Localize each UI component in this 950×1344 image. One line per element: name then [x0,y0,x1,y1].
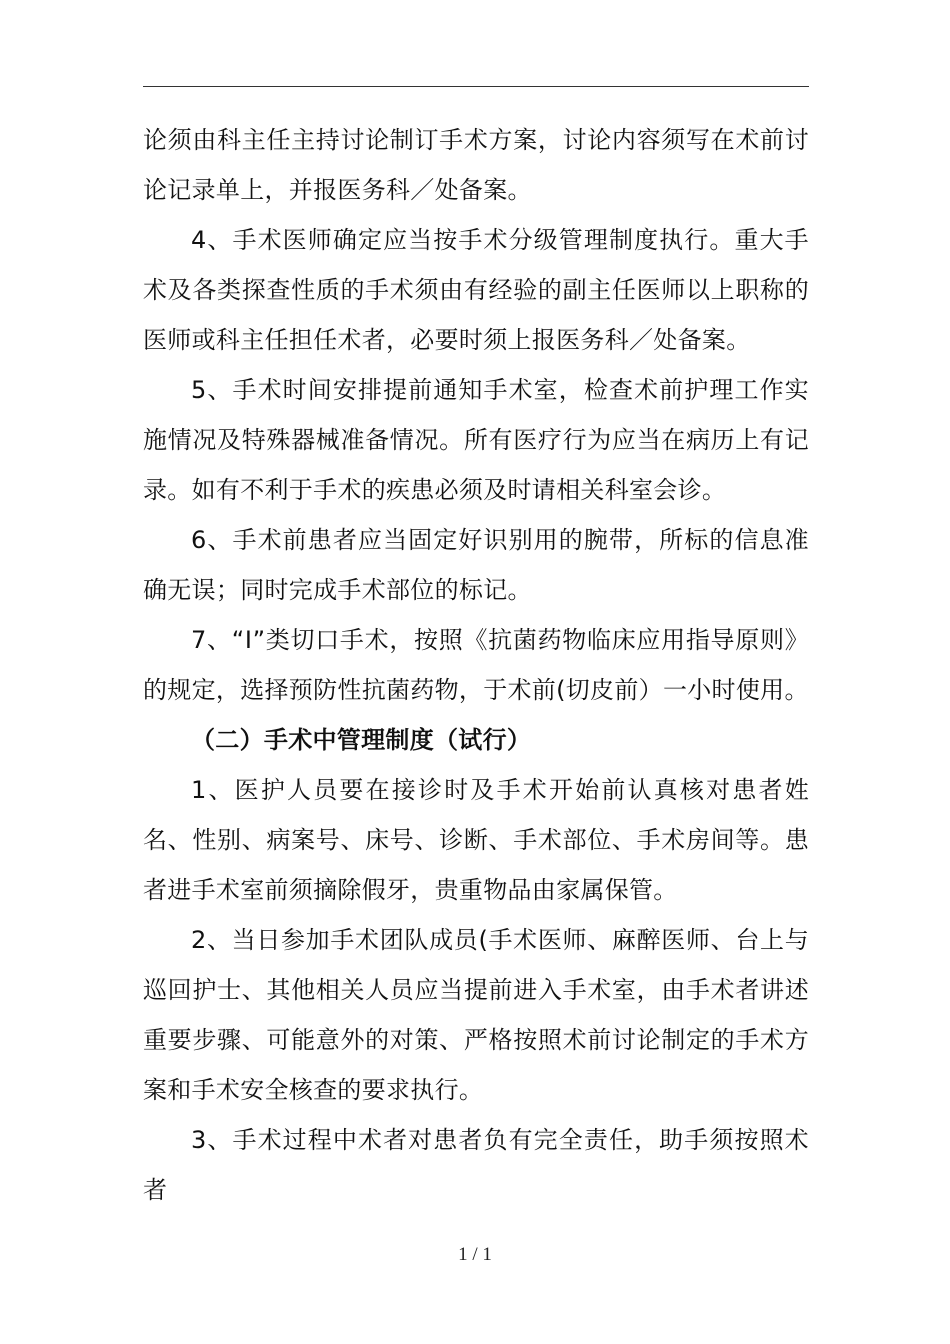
paragraph-item-7: 7、“Ⅰ”类切口手术，按照《抗菌药物临床应用指导原则》的规定，选择预防性抗菌药物，于术前(切皮前）一小时使用。 [143,626,809,704]
header-rule [143,86,809,87]
paragraph-item-1: 1、医护人员要在接诊时及手术开始前认真核对患者姓名、性别、病案号、床号、诊断、手术部位、手术房间等。患者进手术室前须摘除假牙，贵重物品由家属保管。 [143,776,809,904]
paragraph-item-3: 3、手术过程中术者对患者负有完全责任，助手须按照术者 [143,1126,809,1204]
document-body [143,115,809,1215]
paragraph-item-4: 4、手术医师确定应当按手术分级管理制度执行。重大手术及各类探查性质的手术须由有经验的副主任医师以上职称的医师或科主任担任术者，必要时须上报医务科／处备案。 [143,226,809,354]
paragraph-continuation: 论须由科主任主持讨论制订手术方案，讨论内容须写在术前讨论记录单上，并报医务科／处备案。 [143,126,809,204]
page-number: 1 / 1 [458,1244,492,1265]
paragraph-item-2: 2、当日参加手术团队成员(手术医师、麻醉医师、台上与巡回护士、其他相关人员应当提前进入手术室，由手术者讲述重要步骤、可能意外的对策、严格按照术前讨论制定的手术方案和手术安全核查的要求执行。 [143,926,809,1104]
section-heading: （二）手术中管理制度（试行） [191,726,532,754]
paragraph-item-6: 6、手术前患者应当固定好识别用的腕带，所标的信息准确无误；同时完成手术部位的标记。 [143,526,809,604]
paragraph-item-5: 5、手术时间安排提前通知手术室，检查术前护理工作实施情况及特殊器械准备情况。所有医疗行为应当在病历上有记录。如有不利于手术的疾患必须及时请相关科室会诊。 [143,376,809,504]
